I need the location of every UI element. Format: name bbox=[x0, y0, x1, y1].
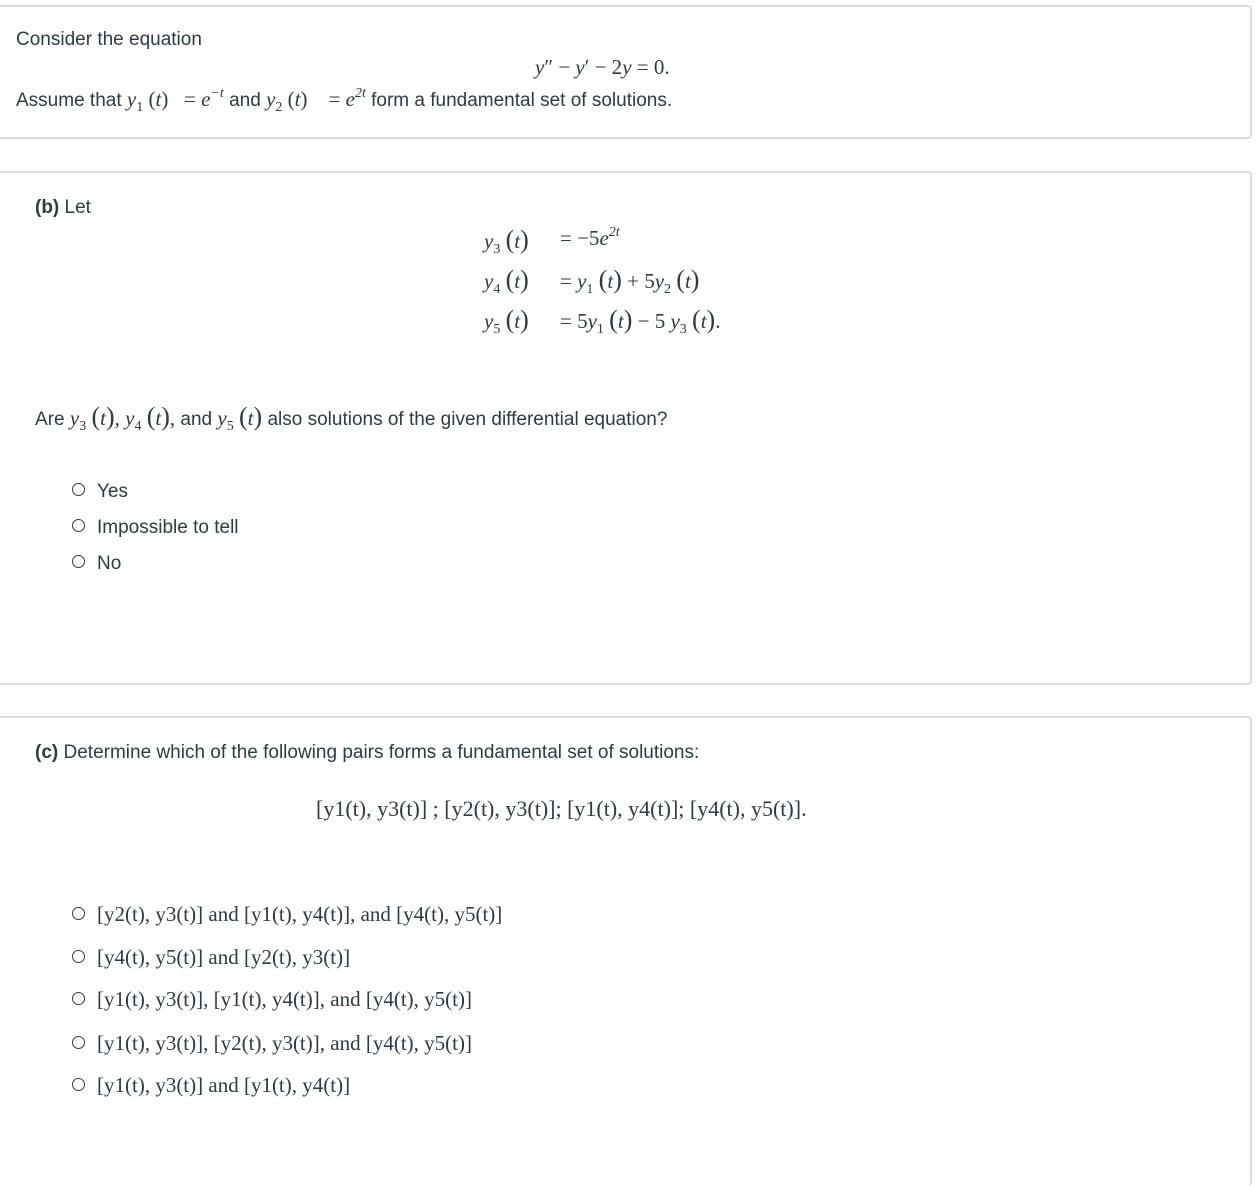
option-c-5-label: [y1(t), y3(t)] and [y1(t), y4(t)] bbox=[97, 1073, 351, 1097]
question-prefix: Are bbox=[35, 409, 65, 430]
intro-consider-text: Consider the equation bbox=[16, 29, 202, 50]
radio-icon[interactable] bbox=[72, 1078, 85, 1091]
assume-prefix: Assume that bbox=[16, 90, 122, 111]
option-c-2-label: [y4(t), y5(t)] and [y2(t), y3(t)] bbox=[97, 945, 351, 969]
intro-assume-line bbox=[16, 86, 672, 116]
y1-definition: $y_1$ $(t) = e^{-t}$ bbox=[126, 86, 224, 115]
option-c-1-label: [y2(t), y3(t)] and [y1(t), y4(t)], and [y4(t), y5(t)] bbox=[97, 902, 503, 926]
option-c-4[interactable] bbox=[72, 1031, 472, 1056]
radio-icon[interactable] bbox=[72, 907, 85, 920]
option-yes-label: Yes bbox=[97, 481, 128, 502]
part-b-question: Are $y_3$ (t), $y_4$ (t), and $y_5$ (t) also solutions of the given differential equation? bbox=[35, 402, 668, 434]
radio-icon[interactable] bbox=[72, 555, 85, 568]
option-c-4-label: [y1(t), y3(t)], [y2(t), y3(t)], and [y4(t), y5(t)] bbox=[97, 1031, 472, 1055]
def-y3: $y_3$ (t) = $-5e^{2t}$ bbox=[484, 225, 620, 257]
part-c-prompt: Determine which of the following pairs forms a fundamental set of solutions: bbox=[63, 742, 700, 763]
radio-icon[interactable] bbox=[72, 950, 85, 963]
question-and: and bbox=[180, 409, 213, 430]
def-y4: $y_4$ (t) = $y_1$ $(t) + 5y_2$ (t) bbox=[484, 265, 700, 297]
part-b-heading bbox=[35, 197, 91, 219]
option-no[interactable] bbox=[72, 553, 121, 575]
radio-icon[interactable] bbox=[72, 483, 85, 496]
option-yes[interactable] bbox=[72, 481, 128, 503]
radio-icon[interactable] bbox=[72, 1036, 85, 1049]
assume-suffix: form a fundamental set of solutions. bbox=[371, 90, 673, 111]
part-b-let: Let bbox=[64, 197, 91, 218]
radio-icon[interactable] bbox=[72, 519, 85, 532]
option-c-1[interactable] bbox=[72, 902, 502, 927]
intro-equation: y″ − y′ − 2y = 0. bbox=[535, 55, 670, 79]
radio-icon[interactable] bbox=[72, 992, 85, 1005]
option-no-label: No bbox=[97, 553, 122, 574]
def-y5: $y_5$ (t) = $5y_1$ (t) − 5 $y_3$ (t). bbox=[484, 305, 721, 337]
option-c-2[interactable] bbox=[72, 945, 350, 970]
assume-and: and bbox=[229, 90, 261, 111]
option-c-5[interactable] bbox=[72, 1073, 350, 1098]
part-c-heading bbox=[35, 742, 699, 764]
option-c-3-label: [y1(t), y3(t)], [y1(t), y4(t)], and [y4(t), y5(t)] bbox=[97, 987, 472, 1011]
part-c-label: (c) bbox=[35, 742, 59, 763]
part-b-label: (b) bbox=[35, 197, 60, 218]
option-c-3[interactable] bbox=[72, 987, 472, 1012]
question-suffix: also solutions of the given differential equation? bbox=[267, 409, 668, 430]
y2-definition: $y_2$ (t) = $e^{2t}$ bbox=[266, 86, 366, 115]
pairs-list: [y1(t), y3(t)] ; [y2(t), y3(t)]; [y1(t), y4(t)]; [y4(t), y5(t)]. bbox=[316, 796, 807, 821]
option-impossible-label: Impossible to tell bbox=[97, 517, 239, 538]
option-impossible[interactable] bbox=[72, 517, 239, 539]
